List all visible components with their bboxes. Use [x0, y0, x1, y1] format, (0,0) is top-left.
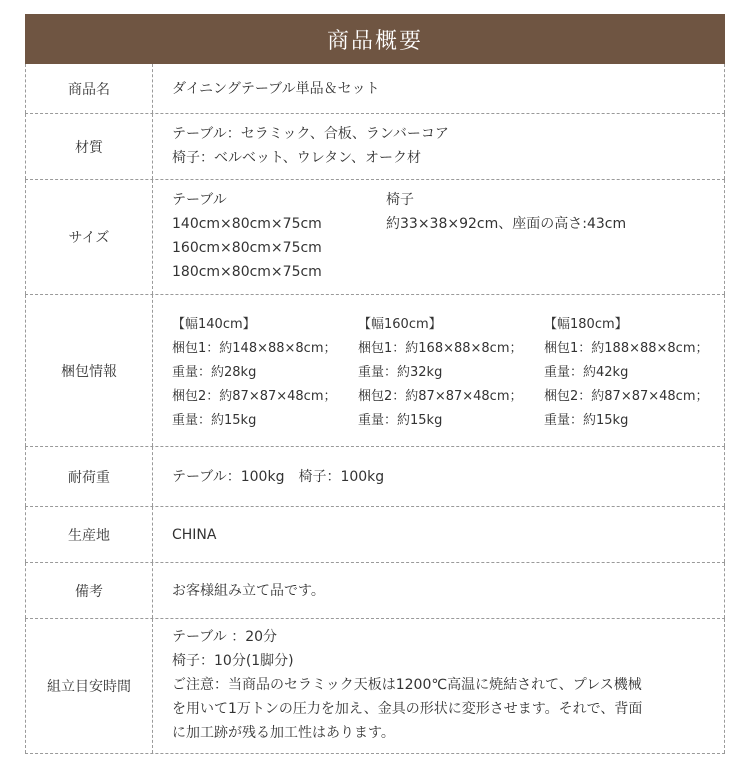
packing-line: 重量：約15kg — [172, 413, 257, 428]
material-line: テーブル：セラミック、合板、ランバーコア — [172, 126, 449, 142]
packing-line: 重量：約32kg — [358, 365, 443, 380]
row-label: 生産地 — [25, 507, 153, 562]
packing-line: 梱包2：約87×87×48cm； — [172, 389, 337, 404]
row-label: 備考 — [25, 563, 153, 618]
row-label: 組立目安時間 — [25, 619, 153, 753]
assembly-line: テーブル ：20分 — [172, 629, 278, 645]
row-origin — [25, 507, 725, 563]
row-content — [152, 180, 725, 294]
row-label: 商品名 — [25, 64, 153, 113]
row-notes — [25, 563, 725, 619]
assembly-line: ご注意：当商品のセラミック天板は1200℃高温に焼結されて、プレス機械 — [172, 677, 642, 693]
packing-line: 梱包2：約87×87×48cm； — [544, 389, 709, 404]
row-size — [25, 180, 725, 295]
packing-column-180 — [544, 313, 709, 433]
row-assembly-time — [25, 619, 725, 754]
packing-column-140 — [172, 313, 337, 433]
assembly-line: を用いて1万トンの圧力を加え、金具の形状に変形させます。それで、背面 — [172, 701, 643, 717]
section-title: 商品概要 — [326, 28, 423, 54]
size-line: 160cm×80cm×75cm — [172, 240, 322, 256]
packing-line: 梱包1：約148×88×8cm； — [172, 341, 337, 356]
row-label: 材質 — [25, 114, 153, 179]
packing-column-160 — [358, 313, 523, 433]
packing-line: 梱包2：約87×87×48cm； — [358, 389, 523, 404]
assembly-line: に加工跡が残る加工性はあります。 — [172, 725, 395, 741]
row-load-capacity — [25, 447, 725, 507]
size-chair-column — [386, 188, 626, 236]
packing-line: 重量：約28kg — [172, 365, 257, 380]
row-product-name — [25, 64, 725, 114]
packing-line: 重量：約42kg — [544, 365, 629, 380]
section-header — [25, 14, 725, 64]
load-capacity-value: テーブル：100kg 椅子：100kg — [172, 469, 385, 485]
notes-value: お客様組み立て品です。 — [172, 583, 325, 599]
packing-line: 【幅180cm】 — [544, 317, 628, 332]
size-line: 約33×38×92cm、座面の高さ:43cm — [386, 216, 627, 232]
packing-line: 梱包1：約188×88×8cm； — [544, 341, 709, 356]
row-content — [152, 447, 725, 506]
product-name-value: ダイニングテーブル単品＆セット — [172, 81, 380, 97]
origin-value: CHINA — [172, 527, 217, 543]
size-line: 椅子 — [386, 192, 414, 208]
row-content — [152, 114, 725, 179]
packing-line: 【幅140cm】 — [172, 317, 256, 332]
row-content — [152, 64, 725, 113]
row-label: 梱包情報 — [25, 295, 153, 446]
row-label: サイズ — [25, 180, 153, 294]
packing-line: 重量：約15kg — [358, 413, 443, 428]
row-content — [152, 563, 725, 618]
packing-line: 重量：約15kg — [544, 413, 629, 428]
packing-line: 梱包1：約168×88×8cm； — [358, 341, 523, 356]
row-material — [25, 114, 725, 180]
row-content — [152, 507, 725, 562]
row-packing — [25, 295, 725, 447]
size-line: 180cm×80cm×75cm — [172, 264, 322, 280]
assembly-line: 椅子：10分(1脚分) — [172, 653, 294, 669]
size-line: 140cm×80cm×75cm — [172, 216, 322, 232]
packing-line: 【幅160cm】 — [358, 317, 442, 332]
row-content — [152, 295, 725, 446]
size-line: テーブル — [172, 192, 227, 208]
material-line: 椅子：ベルベット、ウレタン、オーク材 — [172, 150, 422, 166]
row-label: 耐荷重 — [25, 447, 153, 506]
size-table-column — [172, 188, 322, 284]
row-content — [152, 619, 725, 753]
